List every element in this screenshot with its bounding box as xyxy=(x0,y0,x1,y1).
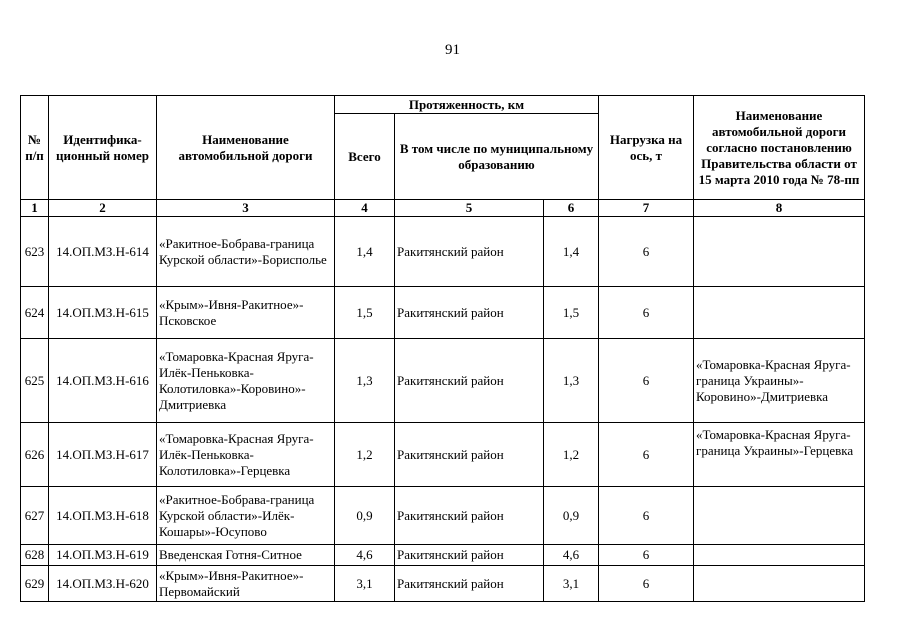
municipal-length: 1,5 xyxy=(544,287,599,339)
column-numbers-row xyxy=(21,200,865,217)
road-id: 14.ОП.МЗ.Н-619 xyxy=(49,545,157,566)
header-length-group: Протяженность, км xyxy=(335,96,599,114)
axle-load: 6 xyxy=(599,287,694,339)
table-row xyxy=(21,339,865,423)
road-name: «Ракитное-Бобрава-граница Курской области»-Борисполье xyxy=(157,217,335,287)
row-number: 624 xyxy=(21,287,49,339)
roads-table xyxy=(20,95,865,602)
old-road-name xyxy=(694,217,865,287)
old-road-name: «Томаровка-Красная Яруга-граница Украины»-Коровино»-Дмитриевка xyxy=(694,339,865,423)
header-total: Всего xyxy=(335,114,395,200)
municipal-length: 0,9 xyxy=(544,487,599,545)
axle-load: 6 xyxy=(599,339,694,423)
municipality: Ракитянский район xyxy=(395,423,544,487)
length-total: 1,5 xyxy=(335,287,395,339)
axle-load: 6 xyxy=(599,217,694,287)
road-name: «Томаровка-Красная Яруга-Илёк-Пеньковка-Колотиловка»-Герцевка xyxy=(157,423,335,487)
municipality: Ракитянский район xyxy=(395,287,544,339)
length-total: 1,4 xyxy=(335,217,395,287)
municipal-length: 1,3 xyxy=(544,339,599,423)
column-number: 3 xyxy=(157,200,335,217)
column-number: 1 xyxy=(21,200,49,217)
length-total: 0,9 xyxy=(335,487,395,545)
page-number: 91 xyxy=(445,42,460,58)
road-name: Введенская Готня-Ситное xyxy=(157,545,335,566)
length-total: 4,6 xyxy=(335,545,395,566)
length-total: 1,2 xyxy=(335,423,395,487)
row-number: 627 xyxy=(21,487,49,545)
axle-load: 6 xyxy=(599,423,694,487)
road-id: 14.ОП.МЗ.Н-620 xyxy=(49,566,157,602)
table-row xyxy=(21,423,865,487)
table-row xyxy=(21,487,865,545)
road-id: 14.ОП.МЗ.Н-616 xyxy=(49,339,157,423)
municipal-length: 4,6 xyxy=(544,545,599,566)
municipality: Ракитянский район xyxy=(395,339,544,423)
road-id: 14.ОП.МЗ.Н-618 xyxy=(49,487,157,545)
row-number: 625 xyxy=(21,339,49,423)
old-road-name xyxy=(694,287,865,339)
municipality: Ракитянский район xyxy=(395,487,544,545)
road-name: «Крым»-Ивня-Ракитное»-Псковское xyxy=(157,287,335,339)
table-row xyxy=(21,545,865,566)
header-num: № п/п xyxy=(21,96,49,200)
row-number: 629 xyxy=(21,566,49,602)
road-id: 14.ОП.МЗ.Н-614 xyxy=(49,217,157,287)
road-id: 14.ОП.МЗ.Н-615 xyxy=(49,287,157,339)
header-row-1 xyxy=(21,96,865,114)
header-id: Идентифика-ционный номер xyxy=(49,96,157,200)
municipal-length: 1,2 xyxy=(544,423,599,487)
table-row xyxy=(21,566,865,602)
road-name: «Ракитное-Бобрава-граница Курской области»-Илёк-Кошары»-Юсупово xyxy=(157,487,335,545)
column-number: 4 xyxy=(335,200,395,217)
column-number: 8 xyxy=(694,200,865,217)
old-road-name: «Томаровка-Красная Яруга-граница Украины»-Герцевка xyxy=(694,423,865,487)
header-axle-load: Нагрузка на ось, т xyxy=(599,96,694,200)
municipal-length: 3,1 xyxy=(544,566,599,602)
header-road-name: Наименование автомобильной дороги xyxy=(157,96,335,200)
column-number: 2 xyxy=(49,200,157,217)
header-old-name: Наименование автомобильной дороги согласно постановлению Правительства области от 15 марта 2010 года № 78-пп xyxy=(694,96,865,200)
table-row xyxy=(21,217,865,287)
axle-load: 6 xyxy=(599,566,694,602)
column-number: 5 xyxy=(395,200,544,217)
municipality: Ракитянский район xyxy=(395,545,544,566)
length-total: 3,1 xyxy=(335,566,395,602)
column-number: 7 xyxy=(599,200,694,217)
road-name: «Томаровка-Красная Яруга-Илёк-Пеньковка-Колотиловка»-Коровино»-Дмитриевка xyxy=(157,339,335,423)
row-number: 628 xyxy=(21,545,49,566)
length-total: 1,3 xyxy=(335,339,395,423)
header-municipal: В том числе по муниципальному образованию xyxy=(395,114,599,200)
row-number: 626 xyxy=(21,423,49,487)
old-road-name xyxy=(694,566,865,602)
old-road-name xyxy=(694,487,865,545)
row-number: 623 xyxy=(21,217,49,287)
municipal-length: 1,4 xyxy=(544,217,599,287)
road-id: 14.ОП.МЗ.Н-617 xyxy=(49,423,157,487)
municipality: Ракитянский район xyxy=(395,566,544,602)
axle-load: 6 xyxy=(599,487,694,545)
municipality: Ракитянский район xyxy=(395,217,544,287)
column-number: 6 xyxy=(544,200,599,217)
table-row xyxy=(21,287,865,339)
road-name: «Крым»-Ивня-Ракитное»-Первомайский xyxy=(157,566,335,602)
axle-load: 6 xyxy=(599,545,694,566)
old-road-name xyxy=(694,545,865,566)
